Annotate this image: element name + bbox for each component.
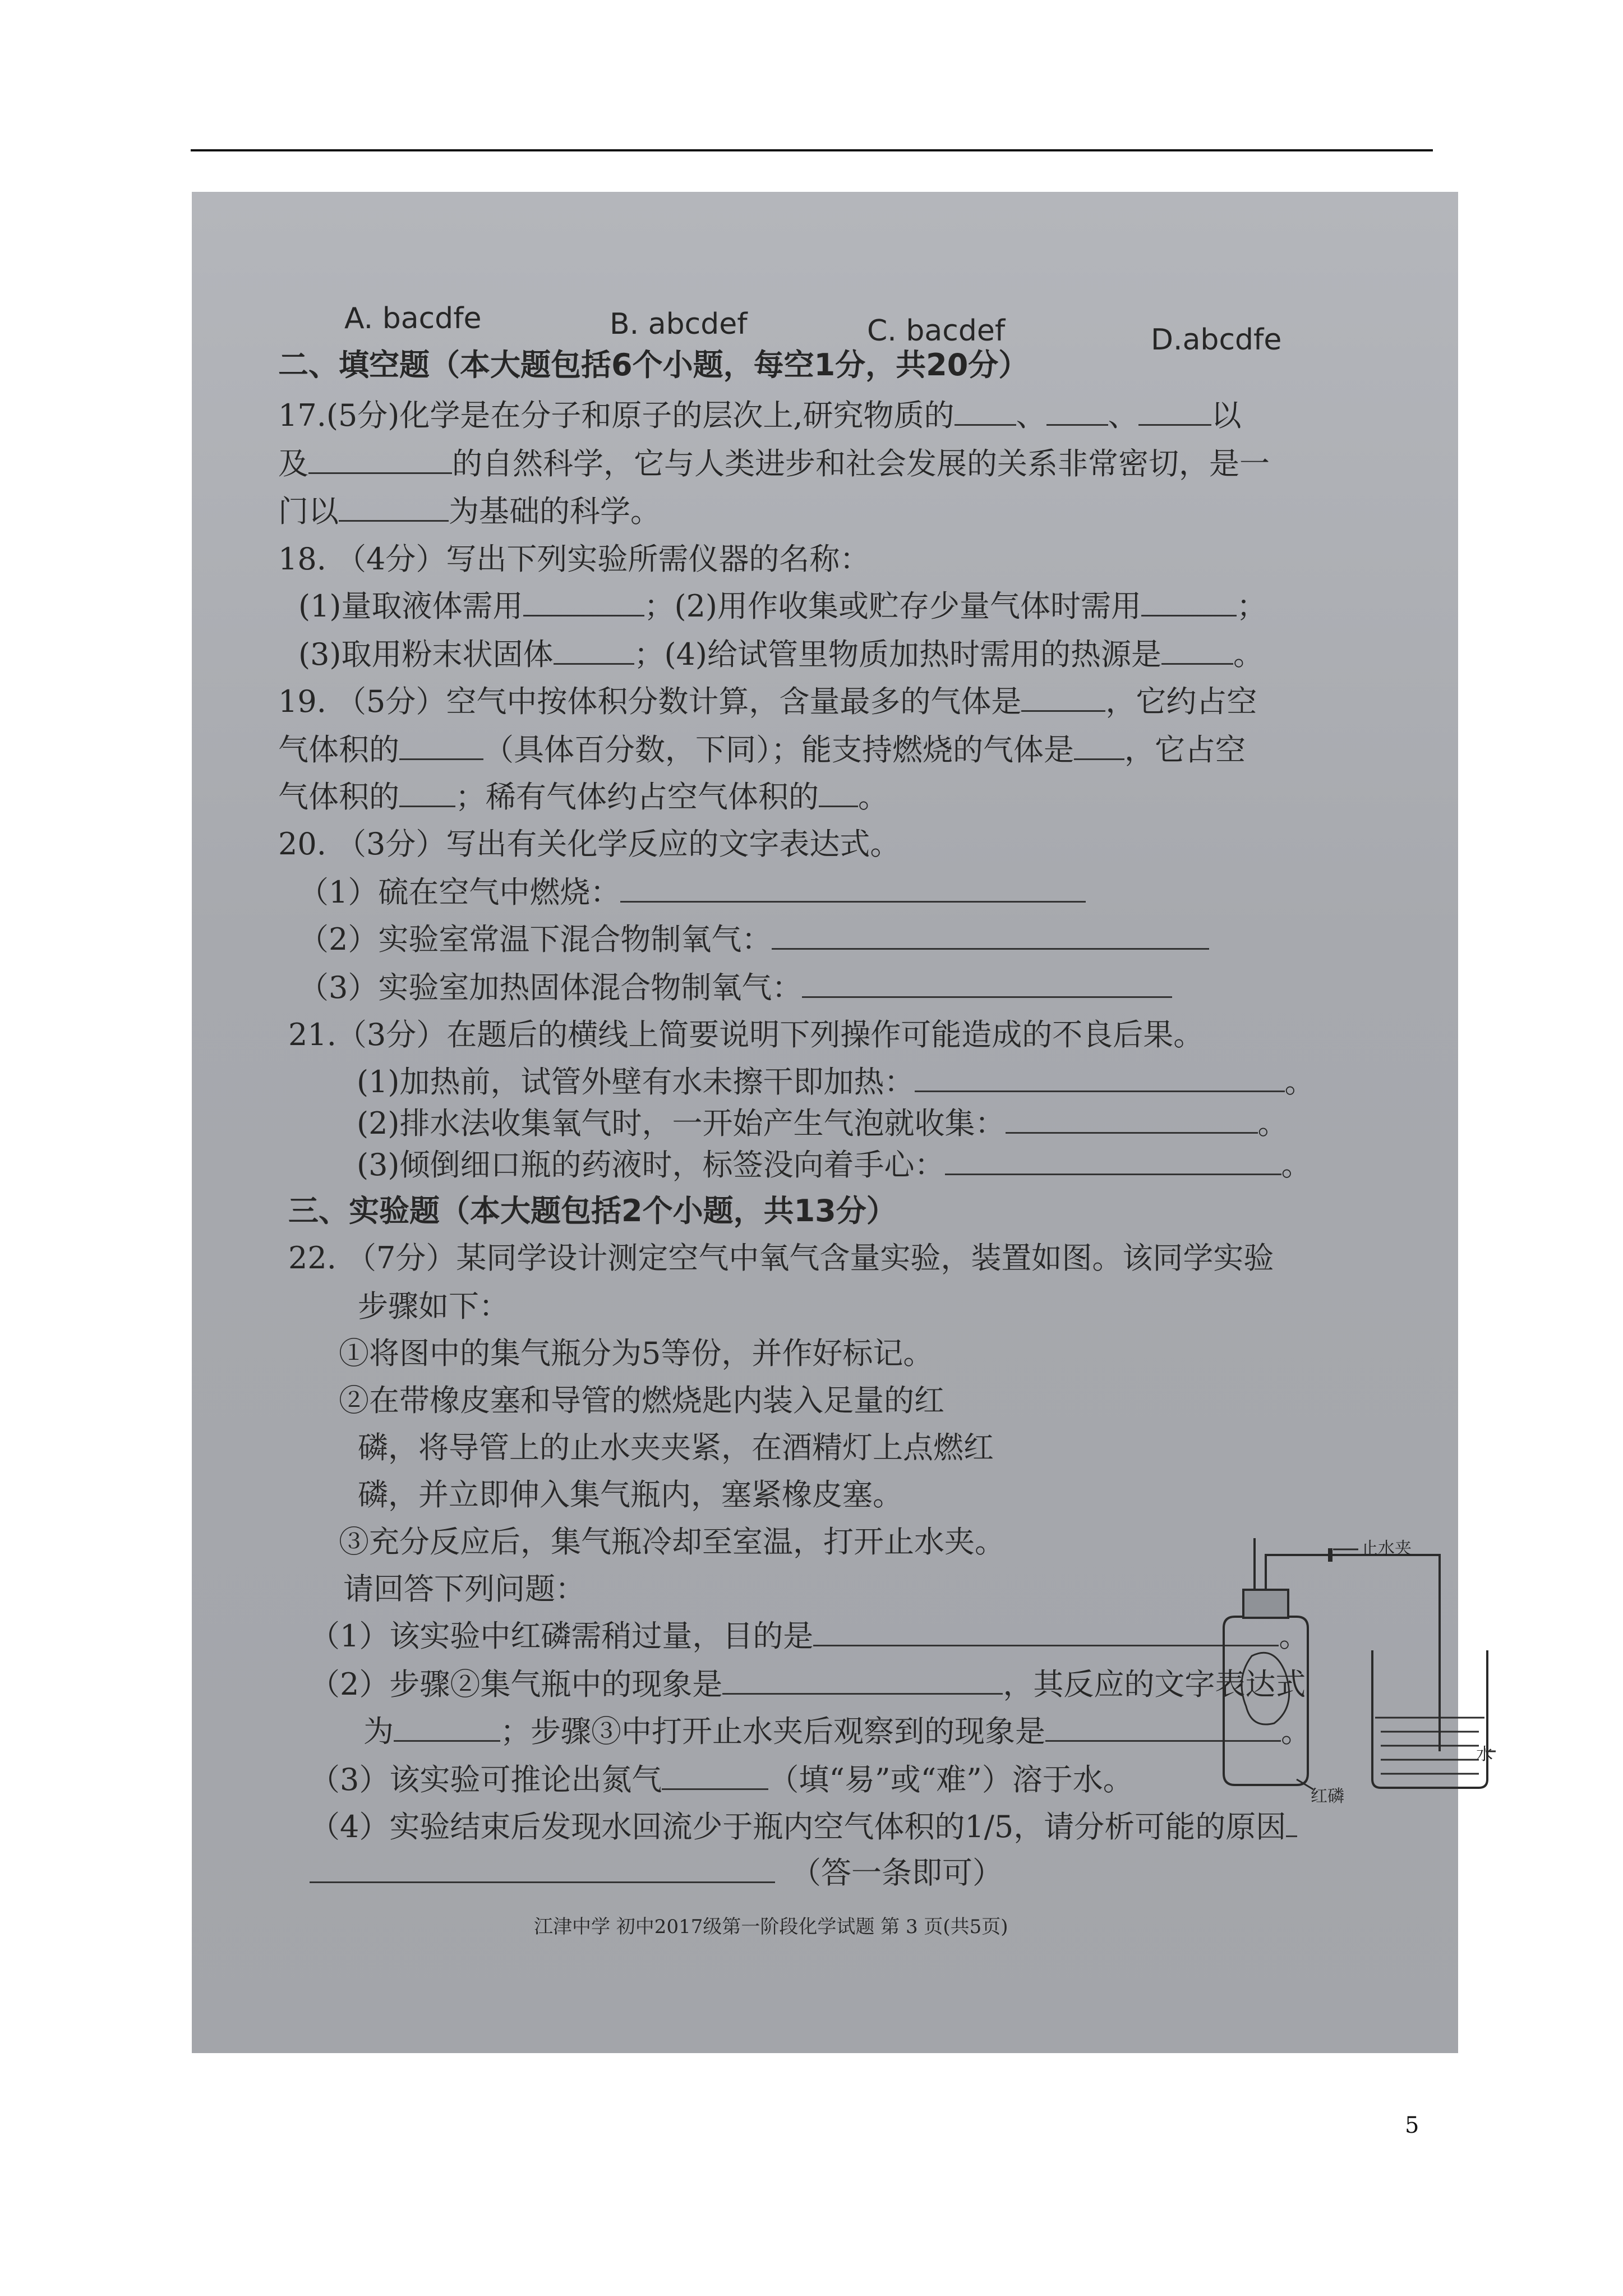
q22-ask: 请回答下列问题： bbox=[343, 1571, 585, 1607]
q17-line-2 bbox=[278, 446, 1270, 481]
q20-text: （1）硫在空气中燃烧： bbox=[298, 875, 621, 910]
q22-text: （2）步骤②集气瓶中的现象是 bbox=[310, 1667, 723, 1702]
q20-intro: 20. （3分）写出有关化学反应的文字表达式。 bbox=[278, 826, 901, 862]
q21-text: (2)排水法收集氧气时，一开始产生气泡就收集： bbox=[357, 1106, 1006, 1141]
answer-blank[interactable] bbox=[1006, 1110, 1258, 1134]
q22-text: （3）该实验可推论出氮气 bbox=[310, 1762, 662, 1797]
answer-blank[interactable] bbox=[399, 783, 455, 807]
q22-answer-2b bbox=[363, 1714, 1311, 1749]
q20-line-3 bbox=[298, 970, 1172, 1005]
answer-blank[interactable] bbox=[399, 736, 483, 760]
q17-text: 门以 bbox=[278, 494, 339, 529]
answer-blank[interactable] bbox=[1074, 736, 1124, 760]
flame-shape bbox=[1242, 1653, 1289, 1724]
answer-blank[interactable] bbox=[523, 592, 644, 616]
answer-blank[interactable] bbox=[1138, 402, 1211, 426]
q21-line-2 bbox=[357, 1108, 1288, 1139]
q22-text: （答一条即可） bbox=[791, 1855, 1003, 1890]
q19-text: ；稀有气体约占空气体积的 bbox=[455, 779, 819, 815]
option-d: D.abcdfe bbox=[1151, 323, 1282, 357]
q17-text: 以 bbox=[1211, 398, 1242, 433]
page-number: 5 bbox=[1405, 2113, 1419, 2138]
q22-answer-4 bbox=[310, 1809, 1297, 1844]
q17-sep: 、 bbox=[1016, 398, 1046, 433]
answer-blank[interactable] bbox=[813, 1622, 1279, 1646]
q18-text: ；(4)给试管里物质加热时需用的热源是 bbox=[634, 637, 1161, 672]
answer-blank[interactable] bbox=[915, 1068, 1285, 1092]
q18-text: 。 bbox=[1233, 637, 1264, 672]
answer-blank[interactable] bbox=[1021, 688, 1105, 712]
q21-text: 。 bbox=[1284, 1064, 1315, 1099]
q22-text: ，其反应的文字表达式 bbox=[1003, 1667, 1306, 1702]
q21-line-1 bbox=[357, 1064, 1315, 1099]
option-b: B. abcdef bbox=[610, 307, 748, 341]
q22-answer-3 bbox=[310, 1762, 1133, 1797]
q19-text: 气体积的 bbox=[278, 732, 399, 767]
q21-text: 。 bbox=[1281, 1147, 1312, 1182]
answer-blank[interactable] bbox=[1286, 1813, 1297, 1837]
answer-blank[interactable] bbox=[394, 1718, 500, 1742]
scanned-exam-page bbox=[192, 192, 1493, 2053]
beaker bbox=[1372, 1650, 1487, 1788]
q22-text: （4）实验结束后发现水回流少于瓶内空气体积的1/5，请分析可能的原因 bbox=[310, 1809, 1287, 1844]
q17-text: 17.(5分)化学是在分子和原子的层次上,研究物质的 bbox=[278, 398, 955, 433]
answer-blank[interactable] bbox=[722, 1671, 1003, 1695]
q20-text: （2）实验室常温下混合物制氧气： bbox=[298, 922, 772, 957]
header-rule bbox=[191, 149, 1433, 151]
q20-line-2 bbox=[298, 924, 1209, 955]
q22-step-2b: 磷，将导管上的止水夹夹紧，在酒精灯上点燃红 bbox=[358, 1430, 994, 1465]
q21-text: (3)倾倒细口瓶的药液时，标签没向着手心： bbox=[357, 1147, 945, 1182]
q20-text: （3）实验室加热固体混合物制氧气： bbox=[298, 970, 803, 1005]
answer-blank[interactable] bbox=[1161, 641, 1233, 665]
q22-step-2c: 磷，并立即伸入集气瓶内，塞紧橡皮塞。 bbox=[358, 1477, 903, 1512]
q22-text: ；步骤③中打开止水夹后观察到的现象是 bbox=[500, 1714, 1045, 1749]
q22-answer-4-cont bbox=[310, 1855, 1003, 1890]
q21-text: (1)加热前，试管外壁有水未擦干即加热： bbox=[357, 1064, 915, 1099]
q17-line-1 bbox=[278, 398, 1242, 433]
q22-text: 。 bbox=[1281, 1714, 1311, 1749]
q19-line-1 bbox=[278, 684, 1257, 719]
phosphorus-label: 红磷 bbox=[1311, 1787, 1344, 1806]
q19-text: 。 bbox=[858, 779, 888, 815]
water-label: 水 bbox=[1476, 1745, 1493, 1764]
q21-text: 。 bbox=[1257, 1106, 1288, 1141]
gas-jar bbox=[1224, 1617, 1308, 1785]
q17-line-3 bbox=[278, 496, 661, 527]
answer-blank[interactable] bbox=[554, 641, 634, 665]
q19-text: ，它约占空 bbox=[1105, 684, 1257, 719]
q22-line-2: 步骤如下： bbox=[358, 1289, 509, 1324]
q17-text: 及 bbox=[278, 446, 308, 481]
q22-text: 。 bbox=[1279, 1618, 1310, 1654]
q20-line-1 bbox=[298, 877, 1086, 908]
option-c: C. bacdef bbox=[867, 314, 1006, 348]
answer-blank[interactable] bbox=[802, 974, 1172, 998]
q18-text: (3)取用粉末状固体 bbox=[298, 637, 554, 672]
answer-blank[interactable] bbox=[310, 1859, 775, 1883]
answer-blank[interactable] bbox=[1046, 402, 1108, 426]
answer-blank[interactable] bbox=[662, 1766, 768, 1790]
q21-intro: 21.（3分）在题后的横线上简要说明下列操作可能造成的不良后果。 bbox=[288, 1017, 1204, 1052]
q17-text: 的自然科学，它与人类进步和社会发展的关系非常密切，是一 bbox=[452, 446, 1270, 481]
option-a: A. bacdfe bbox=[344, 302, 482, 335]
section-2-title: 二、填空题（本大题包括6个小题，每空1分，共20分） bbox=[278, 347, 1029, 383]
q19-text: 气体积的 bbox=[278, 779, 399, 815]
answer-blank[interactable] bbox=[339, 498, 449, 522]
delivery-tube bbox=[1266, 1555, 1440, 1751]
q18-line-1 bbox=[298, 588, 1267, 624]
q22-text: （1）该实验中红磷需稍过量，目的是 bbox=[310, 1618, 814, 1654]
q19-line-3 bbox=[278, 779, 888, 815]
rubber-stopper bbox=[1243, 1590, 1288, 1618]
exam-footer: 江津中学 初中2017级第一阶段化学试题 第 3 页(共5页) bbox=[534, 1916, 1008, 1938]
answer-blank[interactable] bbox=[772, 926, 1209, 950]
q18-intro: 18. （4分）写出下列实验所需仪器的名称： bbox=[278, 541, 870, 577]
answer-blank[interactable] bbox=[945, 1151, 1281, 1175]
q22-step-2a: ②在带橡皮塞和导管的燃烧匙内装入足量的红 bbox=[339, 1383, 944, 1418]
q19-text: （具体百分数，下同）；能支持燃烧的气体是 bbox=[483, 732, 1074, 767]
q19-text: 19. （5分）空气中按体积分数计算，含量最多的气体是 bbox=[278, 684, 1022, 719]
section-3-title: 三、实验题（本大题包括2个小题，共13分） bbox=[288, 1193, 897, 1228]
q22-step-1: ①将图中的集气瓶分为5等份，并作好标记。 bbox=[339, 1336, 934, 1371]
q18-line-2 bbox=[298, 639, 1264, 670]
answer-blank[interactable] bbox=[955, 402, 1016, 426]
answer-blank[interactable] bbox=[1141, 592, 1237, 616]
q22-text: 为 bbox=[363, 1714, 394, 1749]
answer-blank[interactable] bbox=[819, 783, 858, 807]
q19-text: ，它占空 bbox=[1124, 732, 1246, 767]
q22-step-3: ③充分反应后，集气瓶冷却至室温，打开止水夹。 bbox=[339, 1524, 1005, 1559]
q18-text: (1)量取液体需用 bbox=[298, 588, 523, 624]
q17-text: 为基础的科学。 bbox=[449, 494, 661, 529]
q18-text: ； bbox=[1237, 588, 1267, 624]
q22-answer-1 bbox=[310, 1618, 1310, 1654]
clamp-label: 止水夹 bbox=[1361, 1539, 1412, 1558]
q19-line-2 bbox=[278, 732, 1246, 767]
q22-line-1: 22. （7分）某同学设计测定空气中氧气含量实验，装置如图。该同学实验 bbox=[288, 1240, 1274, 1276]
apparatus-diagram bbox=[1212, 1538, 1493, 1806]
q17-sep: 、 bbox=[1108, 398, 1138, 433]
q22-answer-2a bbox=[310, 1669, 1306, 1700]
q18-text: ；(2)用作收集或贮存少量气体时需用 bbox=[644, 588, 1141, 624]
q22-text: （填“易”或“难”）溶于水。 bbox=[768, 1762, 1133, 1797]
q21-line-3 bbox=[357, 1147, 1312, 1182]
answer-blank[interactable] bbox=[620, 878, 1086, 903]
answer-blank[interactable] bbox=[308, 450, 452, 474]
